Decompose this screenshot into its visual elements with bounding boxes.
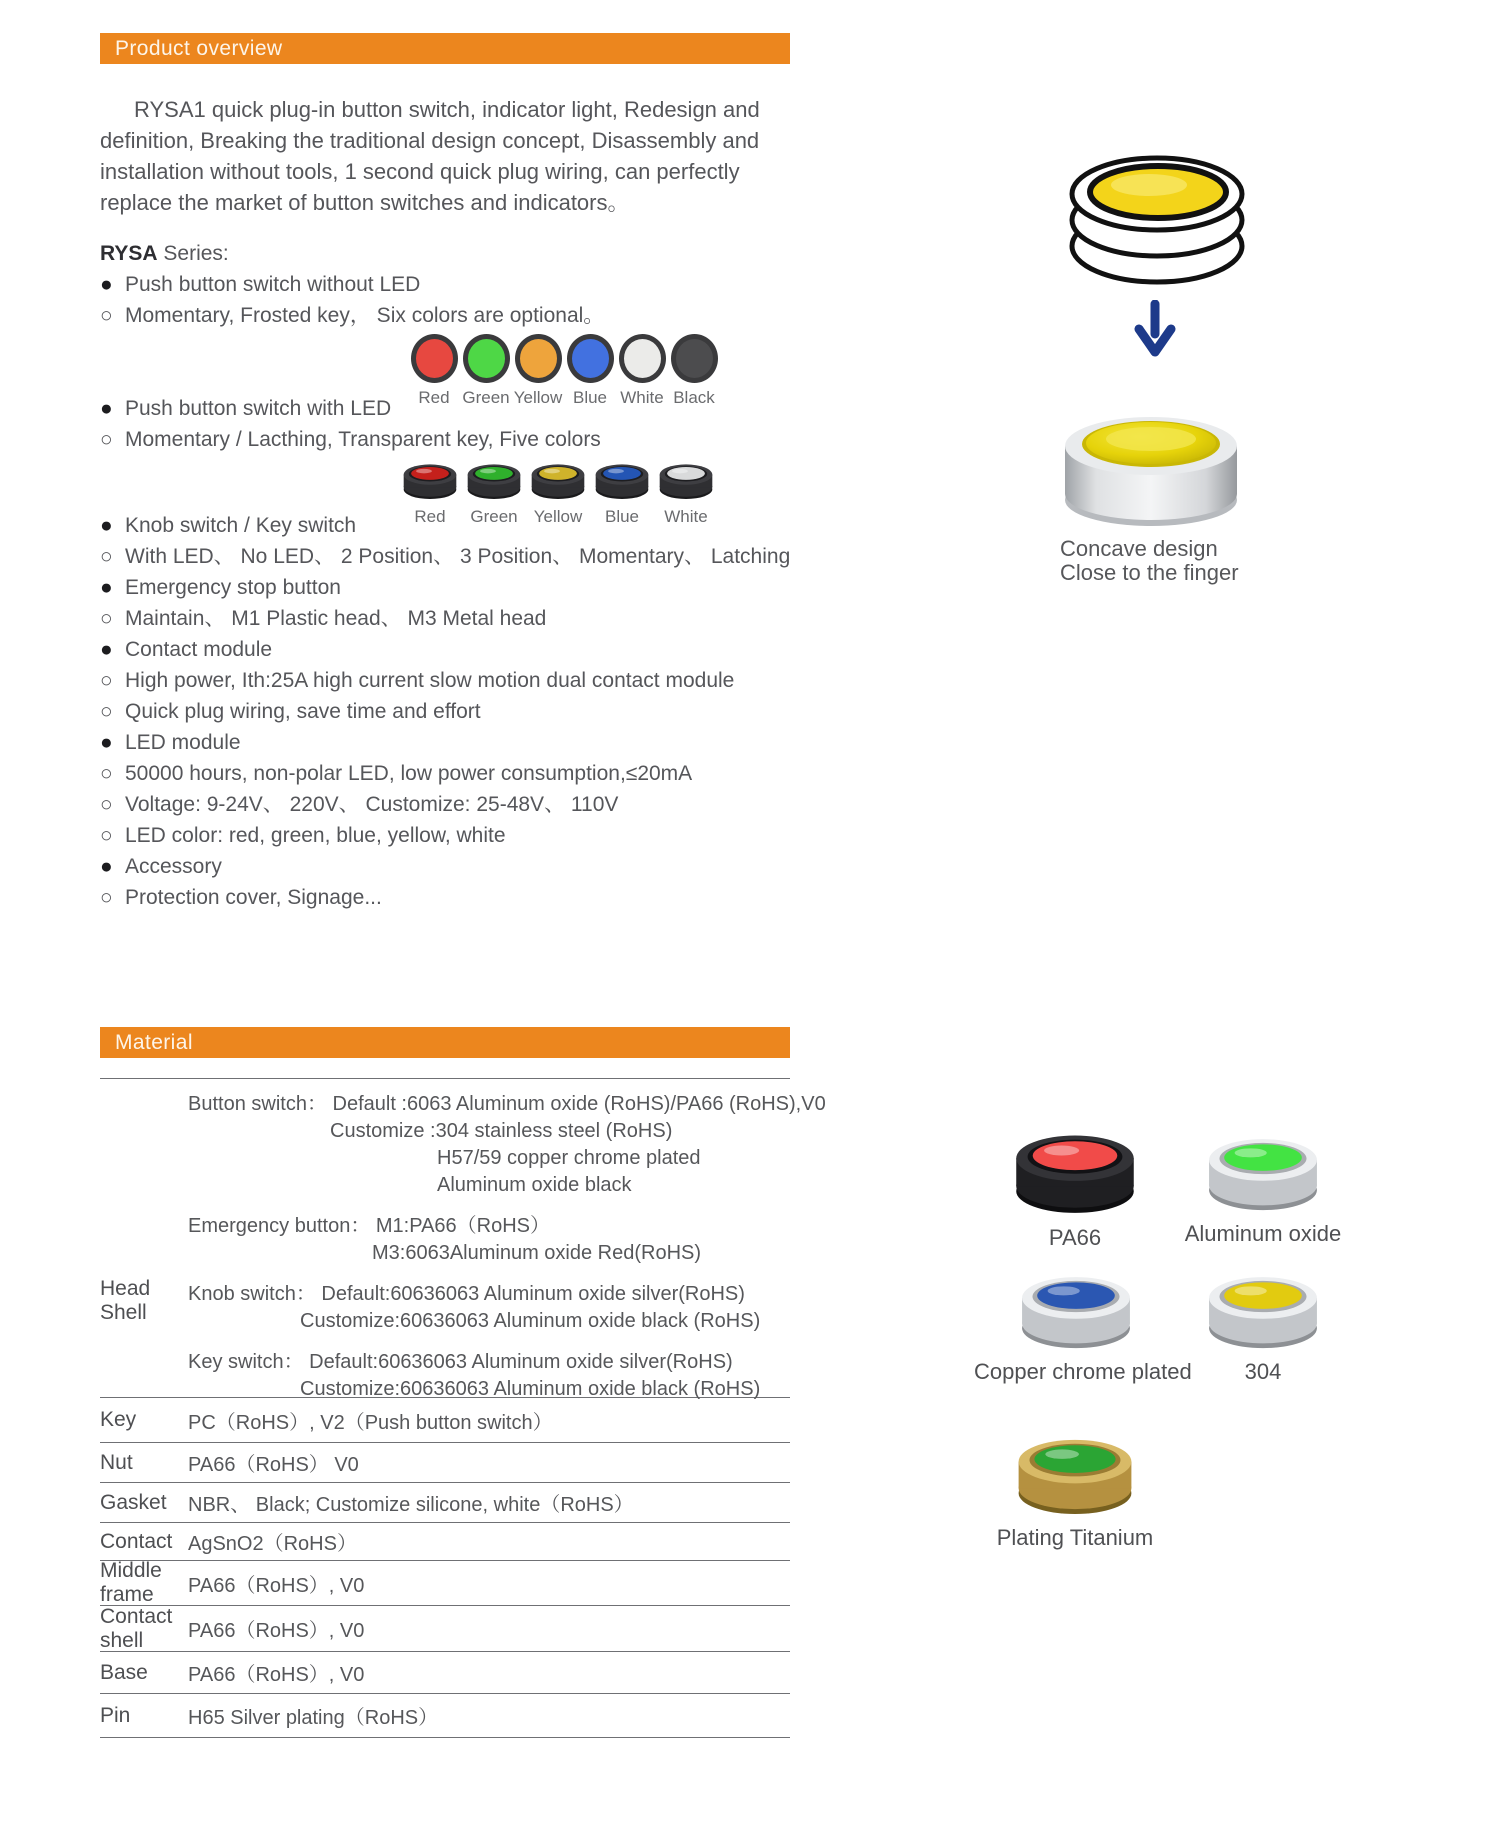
row-label: Contact shell [100,1604,173,1652]
led-swatch-red [398,456,462,527]
hollow-bullet-icon: ○ [100,762,113,785]
material-figure-aluminum-oxide [1176,1124,1350,1247]
hollow-bullet-icon: ○ [100,669,113,692]
series-item-text: LED module [125,731,241,754]
hollow-bullet-icon: ○ [100,428,113,451]
head-shell-line: H57/59 copper chrome plated [437,1147,701,1169]
row-value: PA66（RoHS）, V0 [188,1664,365,1686]
series-item [100,300,860,331]
section-title: Product overview [115,36,283,60]
concave-caption-line2: Close to the finger [1060,560,1239,585]
color-swatch-red [408,334,460,408]
material-figure-copper-chrome-plated [974,1262,1192,1385]
material-rows [100,1397,790,1738]
series-item-text: Quick plug wiring, save time and effort [125,700,481,723]
table-row-key [100,1397,790,1442]
led-swatch-green [462,456,526,527]
button-lineart-illustration [1052,150,1262,292]
head-shell-line: Customize:60636063 Aluminum oxide black (RoHS) [300,1310,761,1332]
solid-bullet-icon: ● [100,731,113,754]
head-shell-line: Emergency button： M1:PA66（RoHS） [188,1215,551,1237]
section-header-material [100,1027,790,1058]
row-label: Contact [100,1529,173,1553]
series-item [100,603,860,634]
button-photo-icon [1011,1262,1141,1350]
led-button-icon [528,456,588,501]
series-item-text: Emergency stop button [125,576,341,599]
swatch-label: Yellow [533,507,583,526]
table-row-contact [100,1522,790,1560]
row-value: PC（RoHS）, V2（Push button switch） [188,1411,553,1434]
swatch-label: Green [462,388,510,407]
table-row-base [100,1651,790,1693]
color-swatch-white [616,334,668,408]
concave-caption-line1: Concave design [1060,536,1218,561]
table-row-gasket [100,1482,790,1522]
hollow-bullet-icon: ○ [100,545,113,568]
led-swatch-yellow [526,456,590,527]
row-label: Key [100,1408,137,1431]
swatch-label: Red [414,507,446,526]
series-item [100,572,860,603]
swatch-label: Blue [572,388,608,407]
solid-bullet-icon: ● [100,273,113,296]
row-value: H65 Silver plating（RoHS） [188,1707,439,1729]
intro-paragraph: RYSA1 quick plug-in button switch, indicator light, Redesign and definition, Breaking the traditional design concept, Disassembly and installation without tools, 1 second quick plug wiring, can perfectly replace the market of button switches and indicators。 [100,97,760,215]
series-item-text: Push button switch with LED [125,397,392,420]
color-swatch-black [668,334,720,408]
series-suffix: Series: [157,242,229,265]
hollow-bullet-icon: ○ [100,824,113,847]
swatch-circle-icon [411,334,458,383]
color-swatch-yellow [512,334,564,408]
series-item [100,665,860,696]
figure-label: Copper chrome plated [974,1359,1192,1384]
head-shell-entry [188,1213,826,1267]
series-item-text: Contact module [125,638,273,661]
button-photo-icon [1008,1118,1142,1216]
head-shell-line: Knob switch： Default:60636063 Aluminum oxide silver(RoHS) [188,1283,745,1305]
led-button-icon [592,456,652,501]
swatch-circle-icon [463,334,510,383]
head-shell-line: M3:6063Aluminum oxide Red(RoHS) [372,1242,702,1264]
swatch-circle-icon [671,334,718,383]
swatch-circle-icon [619,334,666,383]
series-heading [100,238,860,269]
solid-bullet-icon: ● [100,855,113,878]
series-item-text: LED color: red, green, blue, yellow, white [125,824,506,847]
figure-label: Plating Titanium [996,1525,1154,1550]
head-shell-line: Aluminum oxide black [437,1174,632,1196]
row-label: Nut [100,1450,133,1474]
table-row-nut [100,1442,790,1482]
solid-bullet-icon: ● [100,514,113,537]
row-value: NBR、 Black; Customize silicone, white（RoHS） [188,1494,634,1516]
button-photo-icon [1199,1262,1327,1350]
series-item [100,424,860,455]
frosted-color-swatch-row [408,334,720,408]
swatch-label: Green [470,507,518,526]
solid-bullet-icon: ● [100,638,113,661]
row-label: Middle frame [100,1559,162,1606]
series-item [100,882,860,913]
series-item-text: 50000 hours, non-polar LED, low power consumption,≤20mA [125,762,693,785]
concave-caption [1060,537,1239,585]
row-value: PA66（RoHS）, V0 [188,1574,365,1597]
series-item-text: Protection cover, Signage... [125,886,382,909]
led-swatch-blue [590,456,654,527]
series-item [100,541,860,572]
head-shell-line: Customize:60636063 Aluminum oxide black (RoHS) [300,1378,761,1400]
series-item [100,789,860,820]
head-shell-line: Customize :304 stainless steel (RoHS) [330,1120,673,1142]
head-shell-line: Key switch： Default:60636063 Aluminum oxide silver(RoHS) [188,1351,733,1373]
color-swatch-green [460,334,512,408]
series-item-text: High power, Ith:25A high current slow motion dual contact module [125,669,735,692]
head-shell-entry [188,1091,826,1199]
led-button-icon [400,456,460,501]
series-item [100,820,860,851]
solid-bullet-icon: ● [100,397,113,420]
series-item [100,696,860,727]
led-swatch-white [654,456,718,527]
series-item-text: Knob switch / Key switch [125,514,357,537]
swatch-label: White [620,388,664,407]
series-item-text: Accessory [125,855,222,878]
solid-bullet-icon: ● [100,576,113,599]
concave-button-photo [1048,388,1255,538]
series-brand: RYSA [100,242,158,265]
hollow-bullet-icon: ○ [100,607,113,630]
button-photo-icon [1009,1424,1141,1516]
table-row-middle-frame [100,1560,790,1605]
material-table [100,1078,826,1738]
hollow-bullet-icon: ○ [100,700,113,723]
material-figure-304 [1176,1262,1350,1385]
swatch-label: White [664,507,708,526]
row-label: Pin [100,1703,131,1727]
swatch-circle-icon [567,334,614,383]
led-color-swatch-row [398,456,718,527]
section-title: Material [115,1030,193,1054]
series-item-text: Momentary, Frosted key， Six colors are optional。 [125,304,605,327]
row-label: Gasket [100,1490,167,1514]
swatch-label: Red [418,388,450,407]
series-item-text: Voltage: 9-24V、 220V、 Customize: 25-48V、 110V [125,793,619,816]
hollow-bullet-icon: ○ [100,793,113,816]
row-value: PA66（RoHS） V0 [188,1454,359,1476]
series-item-text: Push button switch without LED [125,273,421,296]
head-shell-entry [188,1281,826,1335]
swatch-circle-icon [515,334,562,383]
material-figure-pa66 [988,1118,1162,1251]
swatch-label: Yellow [513,388,563,407]
color-swatch-blue [564,334,616,408]
material-figure-plating-titanium [988,1424,1162,1551]
series-item-text: With LED、 No LED、 2 Position、 3 Position、 Momentary、 Latching [125,545,791,568]
table-row-head-shell [100,1078,826,1400]
series-item [100,851,860,882]
section-header-product-overview [100,33,790,64]
led-button-icon [656,456,716,501]
series-item-text: Momentary / Lacthing, Transparent key, Five colors [125,428,601,451]
hollow-bullet-icon: ○ [100,886,113,909]
figure-label: PA66 [1048,1225,1102,1250]
row-value: AgSnO2（RoHS） [188,1533,357,1555]
row-value: PA66（RoHS）, V0 [188,1620,365,1642]
figure-label: 304 [1244,1359,1282,1384]
head-shell-entry [188,1349,826,1403]
swatch-label: Blue [604,507,640,526]
hollow-bullet-icon: ○ [100,304,113,327]
row-label: Base [100,1660,148,1684]
table-row-pin [100,1693,790,1738]
figure-label: Aluminum oxide [1184,1221,1342,1246]
row-label: Head Shell [100,1277,151,1324]
head-shell-line: Button switch： Default :6063 Aluminum oxide (RoHS)/PA66 (RoHS),V0 [188,1093,826,1115]
led-button-icon [464,456,524,501]
swatch-label: Black [673,388,715,407]
series-item [100,758,860,789]
head-shell-content [188,1079,826,1417]
series-item [100,269,860,300]
series-item [100,634,860,665]
series-item [100,727,860,758]
down-arrow-icon [1133,300,1177,358]
table-row-contact-shell [100,1605,790,1651]
button-photo-icon [1199,1124,1327,1212]
series-item-text: Maintain、 M1 Plastic head、 M3 Metal head [125,607,547,630]
